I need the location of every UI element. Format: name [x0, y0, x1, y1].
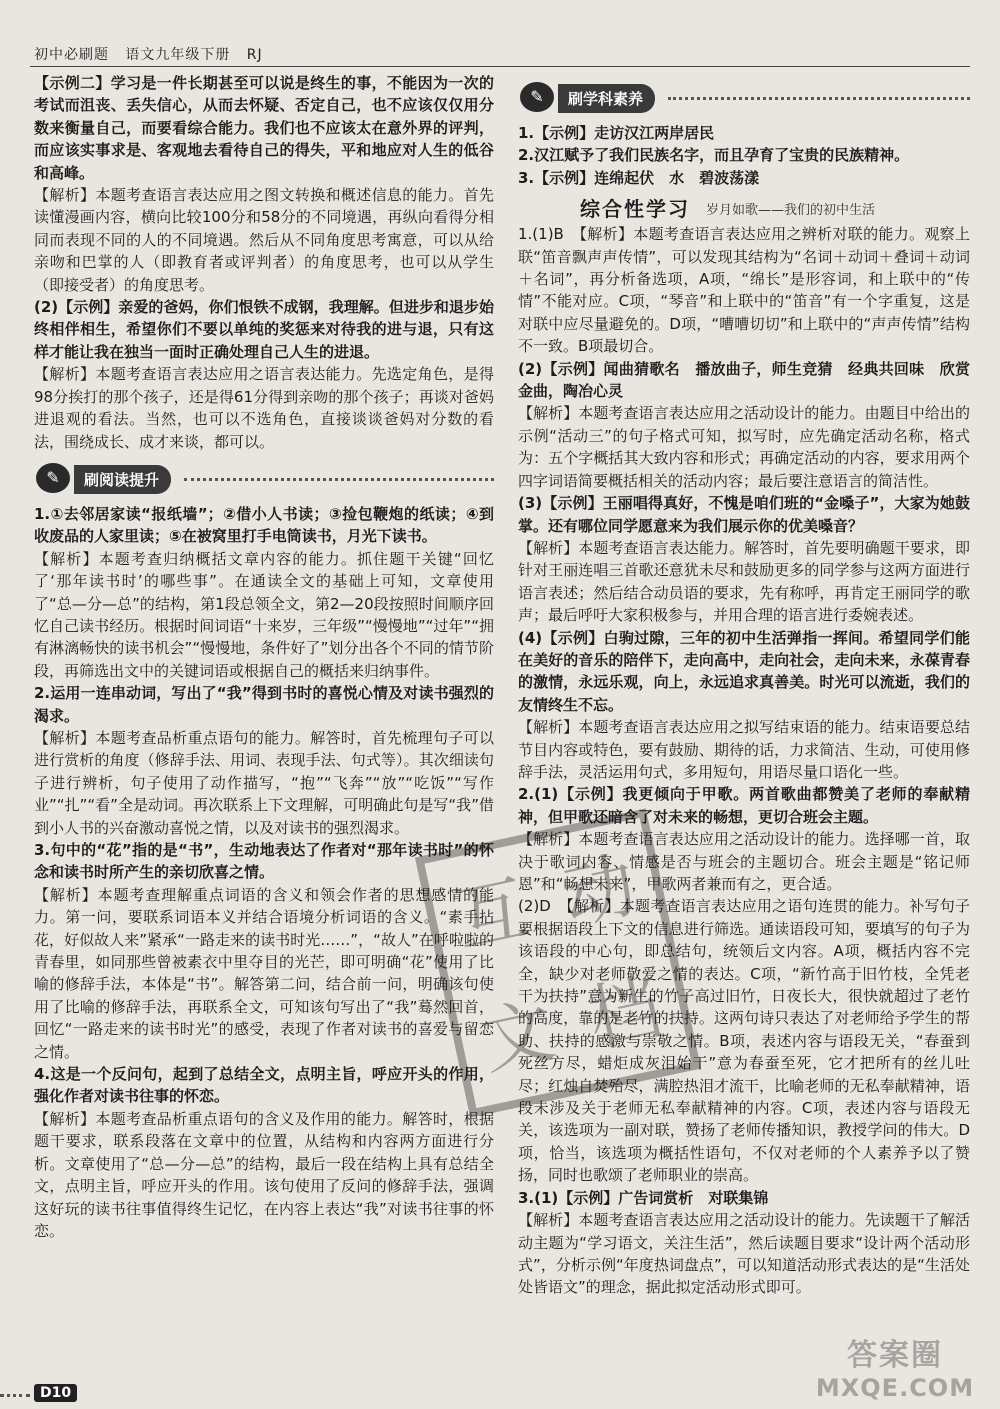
- reading-answer-1: 1.①去邻居家读“报纸墙”；②借小人书读；③捡包鞭炮的纸读；④到收废品的人家里读；⑤在被窝里打手电筒读书，月光下读书。: [34, 504, 494, 546]
- section-heading: [518, 191, 970, 221]
- section-title: 综合性学习: [580, 197, 690, 222]
- book-icon: ✎: [520, 82, 554, 112]
- banner-title: 刷学科素养: [558, 84, 655, 113]
- section-subtitle: 岁月如歌——我们的初中生活: [706, 203, 876, 219]
- edition: RJ: [246, 47, 263, 63]
- stamp-char: 档: [580, 964, 669, 1062]
- reading-analysis-2: 【解析】本题考查品析重点语句的能力。解答时，首先梳理句子可以进行赏析的角度（修辞手法、用词、表现手法、句式等）。其次细读句子进行辨析，句子使用了动作描写，“抱”“飞奔”“放”“吃饭”“写作业”“扎”“看”全是动词。再次联系上下文理解，可明确此句是写“我”借到小人书的兴奋激动喜悦之情，以及对读书的强烈渴求。: [34, 728, 494, 837]
- stamp-char: 文: [473, 987, 562, 1085]
- analysis-2: 【解析】本题考查语言表达应用之语言表达能力。先选定角色，是得98分挨打的那个孩子，还是得61分得到亲吻的那个孩子；再谈对爸妈进退观的看法。当然，也可以不选角色，直接谈谈爸妈对分数的看法，围绕成长、成才来谈，都可以。: [34, 365, 494, 451]
- page-number: D10: [34, 1384, 77, 1402]
- stamp-char: 互: [447, 864, 536, 962]
- integrated-analysis-1-3: 【解析】本题考查语言表达能力。解答时，首先要明确题干要求，即针对王丽连唱三首歌还意犹未尽和鼓励更多的同学参与这两方面进行语言表述；然后结合动员语的要求，先有称呼，再肯定王丽同学的歌声；最后呼吁大家积极参与，并用合理的语言进行委婉表述。: [518, 538, 970, 625]
- literacy-answer-1: 1.【示例】走访汉江两岸居民: [518, 124, 715, 142]
- section-banner-literacy: [518, 78, 970, 118]
- literacy-answer-3: 3.【示例】连绵起伏 水 碧波荡漾: [518, 168, 760, 187]
- footer-divider: [0, 1394, 30, 1397]
- left-column: [34, 72, 494, 1242]
- answer-2: (2)【示例】亲爱的爸妈，你们恨铁不成钢，我理解。但进步和退步始终相伴相生，希望你们不要以单纯的奖惩来对待我的进与退，只有这样才能让我在独当一面时正确处理自己人生的进退。: [34, 298, 494, 361]
- integrated-answer-1-3: (3)【示例】王丽唱得真好，不愧是咱们班的“金嗓子”，大家为她鼓掌。还有哪位同学愿意来为我们展示你的优美嗓音？: [518, 494, 970, 535]
- section-banner-reading: [34, 459, 494, 499]
- page-header: [34, 44, 263, 64]
- literacy-answer-2: 2.汉江赋予了我们民族名字，而且孕育了宝贵的民族精神。: [518, 146, 910, 165]
- banner-divider: [668, 97, 970, 100]
- integrated-analysis-2-1: 【解析】本题考查语言表达应用之活动设计的能力。选择哪一首，取决于歌词内容、情感是否与班会的主题切合。班会主题是“铭记师恩”和“畅想未来”，甲歌两者兼而有之，更合适。: [518, 830, 970, 893]
- reading-analysis-1: 【解析】本题考查归纳概括文章内容的能力。抓住题干关键“回忆了‘那年读书时’的哪些事”。在通读全文的基础上可知，文章使用了“总—分—总”的结构，第1段总领全文，第2—20段按照时间顺序回忆自己读书经历。根据时间词语“十来岁，三年级”“慢慢地”“过年”“拥有淋漓畅快的读书机会”“慢慢地，条件好了”划分出各个不同的情节阶段，再筛选出文中的关键词语或根据自己的概括来归纳事件。: [34, 549, 494, 680]
- right-column: [518, 72, 970, 1299]
- reading-answer-2: 2.运用一连串动词，写出了“我”得到书时的喜悦心情及对读书强烈的渴求。: [34, 684, 494, 725]
- integrated-analysis-1-2: 【解析】本题考查语言表达应用之活动设计的能力。由题目中给出的示例“活动三”的句子格式可知，拟写时，应先确定活动名称，格式为：五个字概括其大致内容和形式；再确定活动的内容，要求用两个四字词语简要概括相关的活动内容；最后要注意语言的简洁性。: [518, 404, 970, 490]
- integrated-answer-2-2: (2)D 【解析】本题考查语言表达应用之语句连贯的能力。补写句子要根据语段上下文的信息进行筛选。通读语段可知，要填写的句子为该语段的中心句，即总结句，统领后文内容。A项，概括内容不完全，缺少对老师敬爱之情的表达。C项，“新竹高于旧竹枝，全凭老干为扶持”意为新生的竹子高过旧竹，日夜长大，很快就超过了老竹的高度，靠的是老竹的扶持。这两句诗只表达了对老师给予学生的帮助、扶持的感激与崇敬之情。B项，表述内容与语段无关，“春蚕到死丝方尽，蜡炬成灰泪始干”意为春蚕至死，它才把所有的丝儿吐尽；红烛自焚殆尽，满腔热泪才流干，比喻老师的无私奉献精神，语段未涉及关于老师无私奉献精神的内容。C项，表述内容与语段无关，该选项为一副对联，赞扬了老师传播知识，教授学问的伟大。D项，恰当，该选项为概括性语句，不仅对老师的个人素养予以了赞扬，同时也歌颂了老师职业的崇高。: [518, 897, 970, 1185]
- integrated-analysis-3-1: 【解析】本题考查语言表达应用之活动设计的能力。先读题干了解活动主题为“学习语文，关注生活”，然后读题目要求“设计两个活动形式”，分析示例“年度热词盘点”，可以知道活动形式表达的是“生活处处皆语文”的理念，据此拟定活动形式即可。: [518, 1211, 970, 1297]
- site-watermark: [800, 1330, 990, 1402]
- integrated-answer-1-2: (2)【示例】闻曲猜歌名 播放曲子，师生竞猜 经典共回味 欣赏金曲，陶冶心灵: [518, 359, 970, 401]
- reading-analysis-3: 【解析】本题考查理解重点词语的含义和领会作者的思想感情的能力。第一问，要联系词语本义并结合语境分析词语的含义。“素手拈花，好似故人来”紧承“一路走来的读书时光……”，“故人”在呼啦啦的青春里，如同那些曾被素衣中里夺目的光芒，即可明确“花”使用了比喻的修辞手法，本体是“书”。解答第二问，结合前一问，明确该句使用了比喻的修辞手法，再联系全文，可知该句写出了“我”蓦然回首，回忆“一路走来的读书时光”的感受，表现了作者对读书的喜爱与留恋之情。: [34, 885, 494, 1061]
- stamp-char: 动: [554, 841, 643, 940]
- watermark-url: MXQE.COM: [815, 1374, 975, 1402]
- integrated-answer-1-4: (4)【示例】白驹过隙，三年的初中生活弹指一挥间。希望同学们能在美好的音乐的陪伴下，走向高中，走向社会，走向未来，永葆青春的激情，永远乐观，向上，永远追求真善美。时光可以流逝，我们的友情终生不忘。: [518, 628, 970, 714]
- example-two: 【示例二】学习是一件长期甚至可以说是终生的事，不能因为一次的考试而沮丧、丢失信心，从而去怀疑、否定自己，也不应该仅仅用分数来衡量自己，而要看综合能力。我们也不应该太在意外界的评判，而应该实事求是、客观地去看待自己的得失，平和地应对人生的低谷和高峰。: [34, 74, 494, 182]
- integrated-answer-1-1: 1.(1)B 【解析】本题考查语言表达应用之辨析对联的能力。观察上联“笛音飘声声传情”，可以发现其结构为“名词＋动词＋叠词＋动词＋名词”，再分析备选项，A项，“绵长”是形容词，和上联中的“传情”不能对应。C项，“琴音”和上联中的“笛音”有一个字重复，这是对联中应尽量避免的。D项，“嘈嘈切切”和上联中的“声声传情”结构不一致。B项最切合。: [518, 225, 970, 356]
- banner-title: 刷阅读提升: [74, 465, 171, 494]
- reading-analysis-4: 【解析】本题考查品析重点语句的含义及作用的能力。解答时，根据题干要求，联系段落在文章中的位置，从结构和内容两方面进行分析。文章使用了“总—分—总”的结构，最后一段在结构上具有总结全文，点明主旨，呼应开头的作用。该句使用了反问的修辞手法，强调这好玩的读书往事值得终生记忆，在内容上表达“我”对读书往事的怀恋。: [34, 1109, 494, 1240]
- banner-divider: [184, 478, 494, 481]
- book-icon: ✎: [36, 463, 70, 493]
- book-name: 初中必刷题: [34, 47, 109, 63]
- subject-name: 语文九年级下册: [125, 47, 231, 63]
- analysis-1: 【解析】本题考查语言表达应用之图文转换和概述信息的能力。首先读懂漫画内容，横向比较100分和58分的不同境遇，再纵向看得分相同而表现不同的人的不同境遇。然后从不同角度思考寓意，可以从给亲吻和巴掌的人（即教育者或评判者）的角度思考，也可以从学生（即接受者）的角度思考。: [34, 186, 494, 294]
- integrated-answer-2-1: 2.(1)【示例】我更倾向于甲歌。两首歌曲都赞美了老师的奉献精神，但甲歌还暗含了对未来的畅想，更切合班会主题。: [518, 785, 970, 826]
- integrated-answer-3-1: 3.(1)【示例】广告词赏析 对联集锦: [518, 1188, 769, 1207]
- header-rule: [30, 66, 970, 67]
- reading-answer-3: 3.句中的“花”指的是“书”，生动地表达了作者对“那年读书时”的怀念和读书时所产生的亲切欣喜之情。: [34, 841, 494, 882]
- integrated-analysis-1-4: 【解析】本题考查语言表达应用之拟写结束语的能力。结束语要总结节目内容或特色，要有鼓励、期待的话，力求简洁、生动，可使用修辞手法，灵活运用句式，多用短句，用语尽量口语化一些。: [518, 718, 970, 781]
- watermark-cn: 答案圈: [847, 1338, 943, 1373]
- reading-answer-4: 4.这是一个反问句，起到了总结全文，点明主旨，呼应开头的作用，强化作者对读书往事的怀恋。: [34, 1065, 494, 1106]
